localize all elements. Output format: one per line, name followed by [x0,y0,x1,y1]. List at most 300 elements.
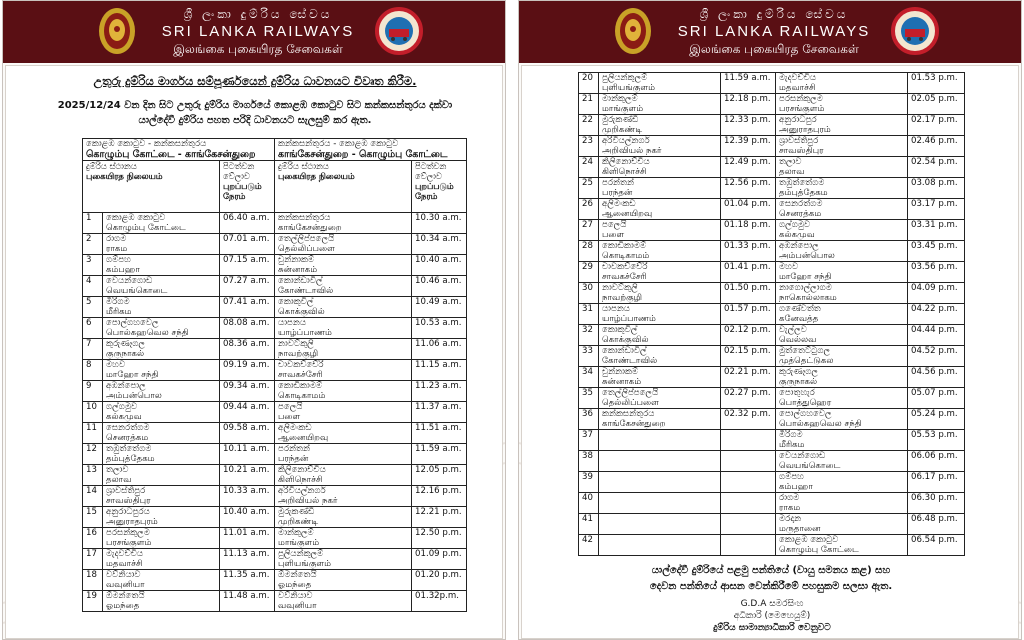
inbound-station [776,514,908,535]
departure-time: 02.17 p.m. [911,115,958,125]
inbound-time [412,402,467,423]
station-sinhala: තෙල්ලිප්පලෙයි [278,234,335,244]
inbound-time [908,388,965,409]
station-tamil: யாழ்ப்பாணம் [602,314,656,324]
station-sinhala: ගල්ගමුව [779,220,811,230]
row-number-text: 15 [86,507,97,517]
table-row [579,493,965,514]
row-number [83,297,103,318]
table-row [83,549,467,570]
station-tamil: தலாவ [779,167,805,177]
outbound-time [220,213,275,234]
departure-time: 06.17 p.m. [911,472,958,482]
station-tamil: கொடிகாமம் [278,391,326,401]
station-sinhala: අලිමංකඩ [602,199,636,209]
row-number [579,430,599,451]
outbound-station [599,430,721,451]
outbound-time [721,199,776,220]
station-sinhala: අනුරාධපුරය [106,507,150,517]
row-number-text: 33 [582,346,593,356]
outbound-time [220,402,275,423]
table-row [83,423,467,444]
departure-time: 12.39 p.m. [724,136,771,146]
table-row [83,339,467,360]
table-row [579,367,965,388]
row-number [83,591,103,612]
inbound-time [412,213,467,234]
departure-time: 04.09 p.m. [911,283,958,293]
station-tamil: கொக்குவில் [602,335,649,345]
departure-time: 11.01 a.m. [223,528,270,538]
departure-time: 10.33 a.m. [223,486,270,496]
outbound-station [599,409,721,430]
outbound-time [220,549,275,570]
table-row [83,444,467,465]
departure-time: 10.30 a.m. [415,213,462,223]
table-row [579,325,965,346]
depart-col-header: පිටත්වන වේලාව புறப்படும் நேரம் [220,161,275,213]
outbound-time [721,451,776,472]
station-sinhala: වව්නියාව [106,570,141,580]
inbound-time [908,262,965,283]
inbound-time [412,234,467,255]
station-sinhala: ගම්පහ [779,472,804,482]
station-tamil: குருநாகல் [779,377,818,387]
outbound-time [721,514,776,535]
row-number [83,486,103,507]
station-sinhala: මුත්තෙට්ටුගල [779,346,831,356]
row-number [579,220,599,241]
inbound-station [275,213,412,234]
departure-time: 11.13 a.m. [223,549,270,559]
inbound-station [776,178,908,199]
departure-time: 10.11 a.m. [223,444,270,454]
outbound-time [220,339,275,360]
row-number [83,444,103,465]
inbound-time [908,220,965,241]
station-sinhala: කිලිනොච්චිය [602,157,650,167]
row-number-text: 27 [582,220,593,230]
station-sinhala: තෙල්ලිප්පලෙයි [602,388,659,398]
inbound-time [412,423,467,444]
intro-line-2: යාල්දේවී දුම්රිය පහත පරිදි ධාවනයට සැලසුම් කර ඇත. [138,115,372,126]
outbound-time [220,444,275,465]
outbound-station [599,367,721,388]
station-sinhala: නාවට්කුලි [602,283,638,293]
row-number-text: 24 [582,157,593,167]
station-sinhala: චාවකච්චේරි [602,262,648,272]
row-number-text: 42 [582,535,593,545]
outbound-station [599,325,721,346]
station-tamil: பரந்தன் [278,454,309,464]
route-out-tamil: கொழும்பு கோட்டை - காங்கேசன்துறை [86,149,256,160]
station-sinhala: මීරිගම [779,430,803,440]
inbound-time [908,472,965,493]
outbound-time [721,220,776,241]
inbound-station [776,115,908,136]
table-row [83,276,467,297]
outbound-station [599,94,721,115]
row-number-text: 10 [86,402,97,412]
row-number-text: 23 [582,136,593,146]
departure-time: 02.32 p.m. [724,409,771,419]
table-row [579,157,965,178]
station-sinhala: ශ්‍රාවස්තිපුර [779,136,819,146]
row-number [83,423,103,444]
station-sinhala: චාවකච්චේරි [278,360,324,370]
table-row [83,297,467,318]
row-number [579,199,599,220]
table-row [579,178,965,199]
row-number-text: 32 [582,325,593,335]
station-sinhala: ඕමන්තෙයි [278,570,317,580]
row-number [83,381,103,402]
station-tamil: மாங்குளம் [602,104,644,114]
row-number-text: 29 [582,262,593,272]
row-number-text: 34 [582,367,593,377]
station-sinhala: කිලිනොච්චිය [278,465,326,475]
outbound-station [103,255,220,276]
inbound-time [908,73,965,94]
outbound-station [103,465,220,486]
departure-time: 11.37 a.m. [415,402,462,412]
inbound-time [908,157,965,178]
intro-line-1: 2025/12/24 වන දින සිට උතුරු දුම්රිය මාර්ගයේ කොළඹ කොටුව සිට කන්කසන්තුරය දක්වා [57,100,453,111]
timetable-right [578,72,965,556]
station-sinhala: කන්කසන්තුරය [278,213,331,223]
outbound-station [103,549,220,570]
row-number-text: 12 [86,444,97,454]
outbound-station [599,283,721,304]
row-number [83,234,103,255]
row-number [579,367,599,388]
railway-logo-icon [375,7,423,55]
outbound-time [220,486,275,507]
departure-time: 08.36 a.m. [223,339,270,349]
brand-english: SRI LANKA RAILWAYS [677,23,871,40]
station-tamil: கொக்குவில் [278,307,325,317]
table-row [579,220,965,241]
departure-time: 11.15 a.m. [415,360,462,370]
row-number-text: 38 [582,451,593,461]
station-sinhala: පලෙයි [278,402,303,412]
station-tamil: காங்கேசன்துறை [602,419,666,429]
row-number-text: 37 [582,430,593,440]
station-tamil: பளை [278,412,301,422]
departure-time: 01.41 p.m. [724,262,771,272]
inbound-station [275,465,412,486]
row-number [579,73,599,94]
station-sinhala: කොන්ඩාවිල් [602,346,647,356]
outbound-station [599,73,721,94]
station-tamil: தெல்லிப்பளை [602,398,659,408]
table-row [83,213,467,234]
outbound-station [599,178,721,199]
station-tamil: மீரிகம [779,440,805,450]
station-sinhala: පුලියන්කුලම් [278,549,324,559]
outbound-station [103,381,220,402]
outbound-station [599,115,721,136]
outbound-time [220,381,275,402]
station-sinhala: කොකුවිල් [602,325,638,335]
station-sinhala: පොතුහැර [779,388,815,398]
inbound-time [908,514,965,535]
row-number [83,507,103,528]
inbound-time [908,346,965,367]
outbound-station [103,297,220,318]
inbound-time [412,528,467,549]
station-tamil: மாஹோ சந்தி [106,370,159,380]
row-number [83,570,103,591]
table-row [579,409,965,430]
table-row [83,507,467,528]
row-number [83,465,103,486]
inbound-station [776,367,908,388]
departure-time: 01.32p.m. [415,591,459,601]
station-sinhala: නාවට්කුලි [278,339,314,349]
station-tamil: கிளிநொச்சி [602,167,647,177]
inbound-time [908,94,965,115]
outbound-station [103,444,220,465]
depart-col-header: පිටත්වන වේලාව புறப்படும் நேரம் [412,161,467,213]
station-sinhala: රාගම [779,493,800,503]
row-number [579,493,599,514]
station-tamil: ஆனையிறவு [602,209,653,219]
station-tamil: நாகொல்லாகம [779,293,837,303]
station-tamil: பரசங்குளம் [779,104,825,114]
station-tamil: ஓமந்தை [106,601,140,611]
inbound-station [275,255,412,276]
row-number-text: 39 [582,472,593,482]
outbound-station [599,262,721,283]
inbound-time [412,276,467,297]
table-row [579,262,965,283]
outbound-station [103,318,220,339]
station-tamil: ராகம [106,244,128,254]
row-number-text: 3 [86,255,92,265]
departure-time: 05.07 p.m. [911,388,958,398]
station-tamil: ராகம [779,503,801,513]
inbound-time [412,318,467,339]
station-tamil: சுன்னாகம் [602,377,642,387]
inbound-station [776,346,908,367]
station-sinhala: මීරිගම [106,297,130,307]
inbound-time [908,178,965,199]
row-number [83,318,103,339]
inbound-station [776,220,908,241]
departure-time: 03.45 p.m. [911,241,958,251]
station-sinhala: අලිමංකඩ [278,423,312,433]
departure-time: 02.46 p.m. [911,136,958,146]
signatory-department: දුම්රිය සාමාන්‍යාධිකාරි වෙනුවට [713,623,831,633]
departure-time: 12.56 p.m. [724,178,771,188]
station-sinhala: පරසන්කුලම [106,528,150,538]
outbound-time [220,528,275,549]
row-number [579,451,599,472]
inbound-time [908,241,965,262]
row-number-text: 2 [86,234,92,244]
departure-time: 02.05 p.m. [911,94,958,104]
inbound-station [275,402,412,423]
station-sinhala: නාගොල්ලාගම [779,283,832,293]
inbound-time [908,451,965,472]
departure-time: 11.59 a.m. [415,444,462,454]
route-back-tamil: காங்கேசன்துறை - கொழும்பு கோட்டை [278,149,448,160]
outbound-station [599,157,721,178]
row-number [579,472,599,493]
departure-time: 01.57 p.m. [724,304,771,314]
departure-time: 12.05 p.m. [415,465,462,475]
row-number [83,360,103,381]
station-tamil: நாவற்குழி [278,349,319,359]
outbound-time [721,241,776,262]
departure-time: 01.20 p.m. [415,570,462,580]
departure-time: 11.51 a.m. [415,423,462,433]
outbound-time [220,276,275,297]
station-sinhala: මුරුකණ්ඩි [602,115,639,125]
departure-time: 11.35 a.m. [223,570,270,580]
departure-time: 11.59 a.m. [724,73,771,83]
table-row [579,472,965,493]
station-tamil: மருதானை [779,524,821,534]
inbound-station [776,325,908,346]
table-row [83,381,467,402]
outbound-station [103,360,220,381]
station-tamil: அறிவியல் நகர் [602,146,662,156]
signatory-title: අධිකාරි (මෙහෙයුම්) [733,611,811,621]
station-tamil: சாவஸ்திபுர [106,496,151,506]
outbound-time [220,570,275,591]
row-number-text: 21 [582,94,593,104]
inbound-station [776,472,908,493]
station-sinhala: වව්නියාව [278,591,313,601]
departure-time: 01.53 p.m. [911,73,958,83]
outbound-time [721,346,776,367]
departure-time: 06.54 p.m. [911,535,958,545]
inbound-station [275,570,412,591]
station-sinhala: කොන්ඩාවිල් [278,276,323,286]
row-number [83,276,103,297]
station-tamil: முத்தெட்டுகல [779,356,834,366]
row-number [579,178,599,199]
outbound-station [599,472,721,493]
inbound-time [412,381,467,402]
station-tamil: வெயங்கொடை [779,461,841,471]
station-sinhala: යාපනය [278,318,307,328]
station-tamil: குருநாகல் [106,349,145,359]
brand-sinhala: ශ්‍රී ලංකා දුම්රිය සේවය [699,7,849,21]
table-row [83,360,467,381]
departure-time: 12.33 p.m. [724,115,771,125]
notice-intro [20,98,490,128]
station-tamil: வவுனியா [278,601,317,611]
timetable-left [82,138,467,612]
station-tamil: செனரத்கம [779,209,822,219]
inbound-time [412,507,467,528]
station-sinhala: මාන්කුලම් [602,94,638,104]
station-tamil: கனேவத்த [779,314,819,324]
outbound-time [220,507,275,528]
station-tamil: மதவாச்சி [106,559,143,569]
station-sinhala: කොළඹ කොටුව [779,535,839,545]
station-sinhala: ගම්පහ [106,255,131,265]
station-tamil: மாஹோ சந்தி [779,272,832,282]
station-sinhala: වෙයන්ගොඩ [779,451,826,461]
station-tamil: கொடிகாமம் [602,251,650,261]
outbound-time [721,283,776,304]
row-number-text: 7 [86,339,92,349]
station-sinhala: පුලියන්කුලම් [602,73,648,83]
table-row [579,346,965,367]
table-row [83,465,467,486]
row-number-text: 30 [582,283,593,293]
outbound-time [721,409,776,430]
outbound-time [721,157,776,178]
inbound-station [776,283,908,304]
outbound-station [103,423,220,444]
outbound-station [103,570,220,591]
outbound-station [599,535,721,556]
departure-time: 11.06 a.m. [415,339,462,349]
departure-time: 11.48 a.m. [223,591,270,601]
row-number-text: 17 [86,549,97,559]
row-number [579,262,599,283]
row-number-text: 4 [86,276,92,286]
table-row [579,199,965,220]
brand-block [143,6,373,57]
station-sinhala: චුන්නාකම් [278,255,315,265]
row-number [579,115,599,136]
row-number [83,339,103,360]
inbound-time [412,486,467,507]
departure-time: 09.19 a.m. [223,360,270,370]
station-tamil: தம்புத்தேகம [779,188,828,198]
departure-time: 10.53 a.m. [415,318,462,328]
departure-time: 09.44 a.m. [223,402,270,412]
row-number-text: 8 [86,360,92,370]
station-sinhala: තඹුත්තේගම [779,178,825,188]
station-tamil: புளியங்குளம் [278,559,332,569]
station-tamil: தெல்லிப்பளை [278,244,335,254]
station-sinhala: අඹන්පොල [106,381,146,391]
inbound-time [908,304,965,325]
outbound-time [721,493,776,514]
departure-time: 04.22 p.m. [911,304,958,314]
departure-time: 10.46 a.m. [415,276,462,286]
station-sinhala: මාන්කුලම් [278,528,314,538]
table-row [579,514,965,535]
table-row [83,528,467,549]
railway-logo-icon [891,7,939,55]
station-col-header: දුම්රිය ස්ථානය புகையிரத நிலையம் [275,161,412,213]
station-tamil: சாவகச்சேரி [602,272,647,282]
outbound-station [599,346,721,367]
station-sinhala: ගල්ගමුව [106,402,138,412]
station-tamil: மீரிகம [106,307,132,317]
outbound-time [721,136,776,157]
outbound-time [721,388,776,409]
inbound-station [275,444,412,465]
brand-english: SRI LANKA RAILWAYS [161,23,355,40]
right-page [518,0,1022,640]
inbound-station [776,451,908,472]
inbound-station [776,94,908,115]
outbound-station [599,451,721,472]
station-sinhala: තලාව [106,465,129,475]
departure-time: 02.27 p.m. [724,388,771,398]
inbound-time [908,367,965,388]
inbound-time [412,297,467,318]
